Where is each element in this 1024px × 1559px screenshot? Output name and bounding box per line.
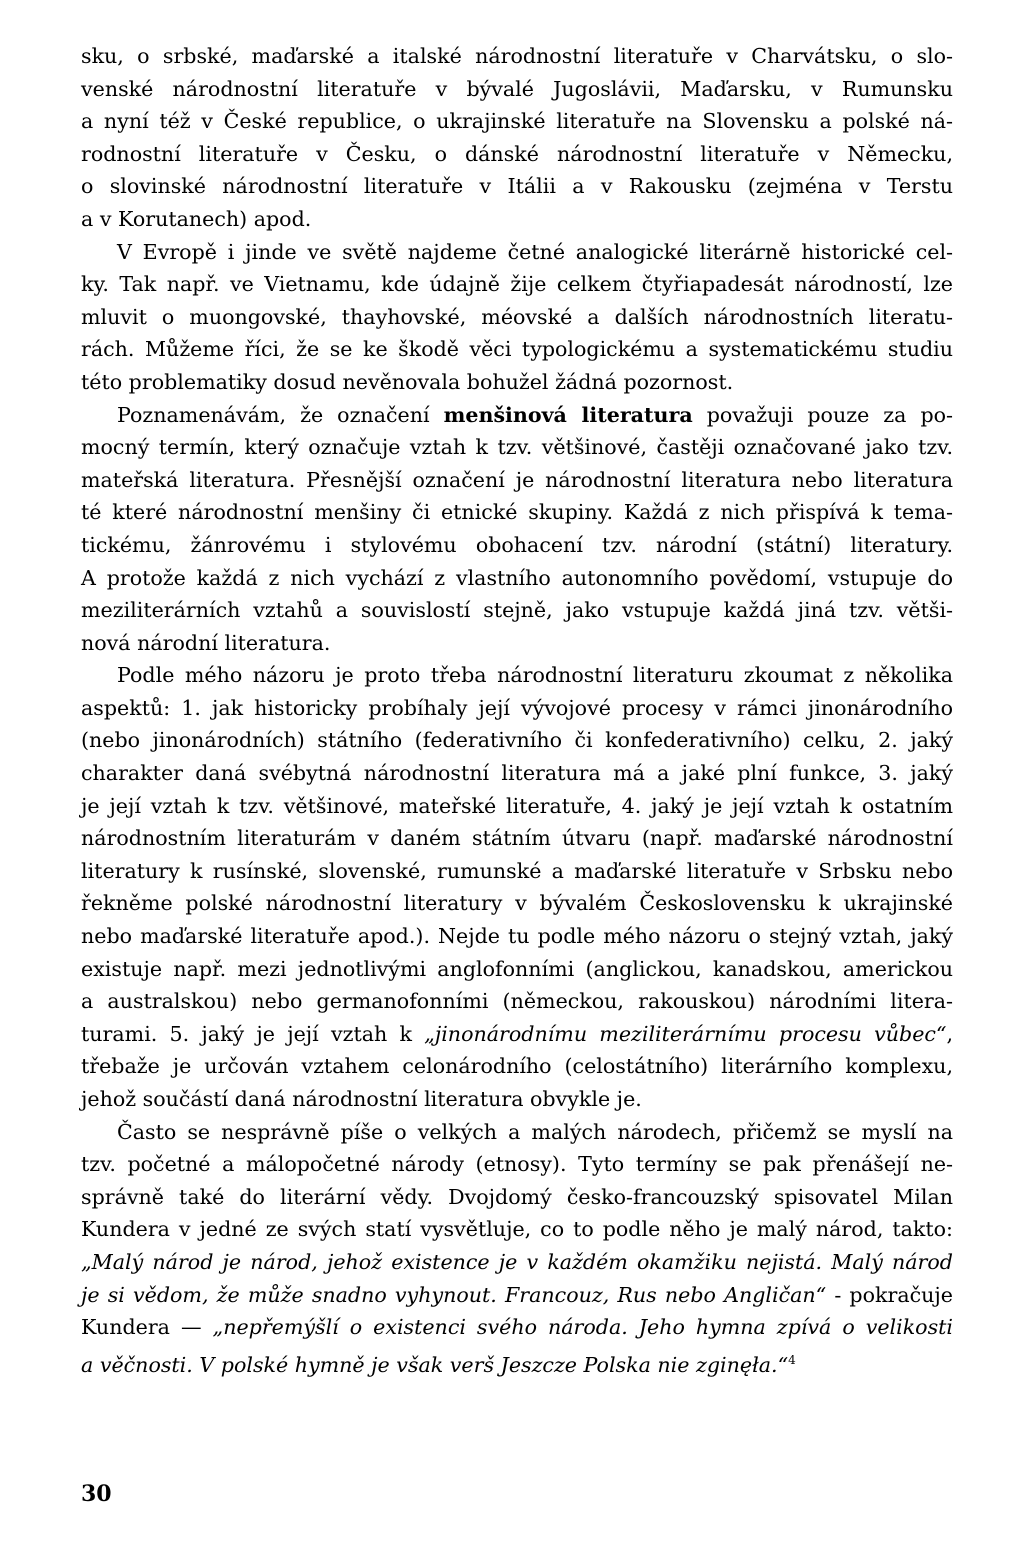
text-line: existuje např. mezi jednotlivými anglofonními (anglickou, kanadskou, americkou — [81, 956, 953, 981]
text-line: turami. 5. jaký je její vztah k „jinonárodnímu meziliterárnímu procesu vůbec“, — [81, 1021, 953, 1046]
text-line: o slovinské národnostní literatuře v Itálii a v Rakousku (zejména v Terstu — [81, 174, 953, 199]
paragraph — [81, 659, 953, 1115]
text-line: mocný termín, který označuje vztah k tzv. většinové, častěji označované jako tzv. — [81, 435, 953, 460]
quotation: „nepřemýšlí o existenci svého národa. Jeho hymna zpívá o velikosti — [212, 1315, 954, 1340]
text-line: meziliterárních vztahů a souvislostí stejně, jako vstupuje každá jiná tzv. větši- — [81, 598, 953, 623]
text-line — [81, 1344, 953, 1381]
text-line: rodnostní literatuře v Česku, o dánské národnostní literatuře v Německu, — [81, 141, 953, 166]
text-line: (nebo jinonárodních) státního (federativního či konfederativního) celku, 2. jaký — [81, 728, 953, 753]
text-line: Kundera v jedné ze svých statí vysvětluje, co to podle něho je malý národ, takto: — [81, 1217, 953, 1242]
text-line: nebo maďarské literatuře apod.). Nejde tu podle mého názoru o stejný vztah, jaký — [81, 924, 953, 949]
text-line: venské národnostní literatuře v bývalé Jugoslávii, Maďarsku, v Rumunsku — [81, 76, 953, 101]
text-line: a australskou) nebo germanofonními (německou, rakouskou) národními litera- — [81, 989, 953, 1014]
quotation: a věčnosti. V polské hymně je však verš Jeszcze Polska nie zginęła.“ — [81, 1352, 789, 1377]
text-line: Podle mého názoru je proto třeba národnostní literaturu zkoumat z několika — [117, 663, 953, 688]
text-line: tickému, žánrovému i stylovému obohacení tzv. národní (státní) literatury. — [81, 532, 953, 557]
paragraph — [81, 399, 953, 660]
text-line: V Evropě i jinde ve světě najdeme četné analogické literárně historické cel- — [117, 239, 953, 264]
quotation: „Malý národ je národ, jehož existence je v každém okamžiku nejistá. Malý národ — [81, 1249, 953, 1274]
text-line: Kundera — „nepřemýšlí o existenci svého národa. Jeho hymna zpívá o velikosti — [81, 1315, 954, 1340]
emphasis-term: menšinová literatura — [443, 402, 693, 427]
paragraph — [81, 40, 953, 236]
text-line: mluvit o muongovské, thayhovské, méovské a dalších národnostních literatu- — [81, 304, 953, 329]
text-line: ky. Tak např. ve Vietnamu, kde údajně žije celkem čtyřiapadesát národností, lze — [81, 272, 953, 297]
page-number: 30 — [81, 1481, 112, 1507]
text-line: A protože každá z nich vychází z vlastního autonomního povědomí, vstupuje do — [81, 565, 953, 590]
text-line: sku, o srbské, maďarské a italské národnostní literatuře v Charvátsku, o slo- — [81, 44, 953, 68]
text-line: aspektů: 1. jak historicky probíhaly její vývojové procesy v rámci jinonárodního — [81, 695, 953, 720]
text-line: literatury k rusínské, slovenské, rumunské a maďarské literatuře v Srbsku nebo — [81, 858, 953, 883]
footnote-marker: 4 — [788, 1352, 796, 1367]
paragraph — [81, 236, 953, 399]
text-line: rách. Můžeme říci, že se ke škodě věci typologickému a systematickému studiu — [81, 337, 953, 362]
text-line: jehož součástí daná národnostní literatura obvykle je. — [81, 1087, 642, 1111]
text-line: je si vědom, že může snadno vyhynout. Francouz, Rus nebo Angličan“ - pokračuje — [81, 1282, 953, 1307]
text-line: Poznamenávám, že označení menšinová literatura považuji pouze za po- — [117, 402, 954, 427]
paragraph — [81, 1116, 953, 1382]
text-line: mateřská literatura. Přesnější označení je národnostní literatura nebo literatura — [81, 467, 953, 492]
page-body — [81, 40, 953, 1381]
text-line: třebaže je určován vztahem celonárodního (celostátního) literárního komplexu, — [81, 1054, 953, 1079]
text-line: a nyní též v České republice, o ukrajinské literatuře na Slovensku a polské ná- — [81, 109, 953, 134]
text-line: té které národnostní menšiny či etnické skupiny. Každá z nich přispívá k tema- — [81, 500, 953, 525]
text-line: národnostním literaturám v daném státním útvaru (např. maďarské národnostní — [81, 826, 953, 851]
text-line: je její vztah k tzv. většinové, mateřské literatuře, 4. jaký je její vztah k ostatním — [81, 793, 953, 818]
text-line: této problematiky dosud nevěnovala bohužel žádná pozornost. — [81, 369, 734, 394]
quoted-term: „jinonárodnímu meziliterárnímu procesu vůbec“ — [424, 1021, 947, 1046]
quotation: je si vědom, že může snadno vyhynout. Francouz, Rus nebo Angličan“ — [81, 1282, 827, 1307]
text-line: správně také do literární vědy. Dvojdomý česko-francouzský spisovatel Milan — [81, 1184, 953, 1209]
text-line: charakter daná svébytná národnostní literatura má a jaké plní funkce, 3. jaký — [81, 761, 953, 786]
text-line — [81, 1246, 953, 1279]
text-line: nová národní literatura. — [81, 630, 331, 655]
text-line: řekněme polské národnostní literatury v bývalém Československu k ukrajinské — [81, 891, 953, 916]
text-line: Často se nesprávně píše o velkých a malých národech, přičemž se myslí na — [117, 1119, 953, 1144]
text-line: a v Korutanech) apod. — [81, 206, 312, 231]
text-line: tzv. početné a málopočetné národy (etnosy). Tyto termíny se pak přenášejí ne- — [81, 1152, 953, 1177]
